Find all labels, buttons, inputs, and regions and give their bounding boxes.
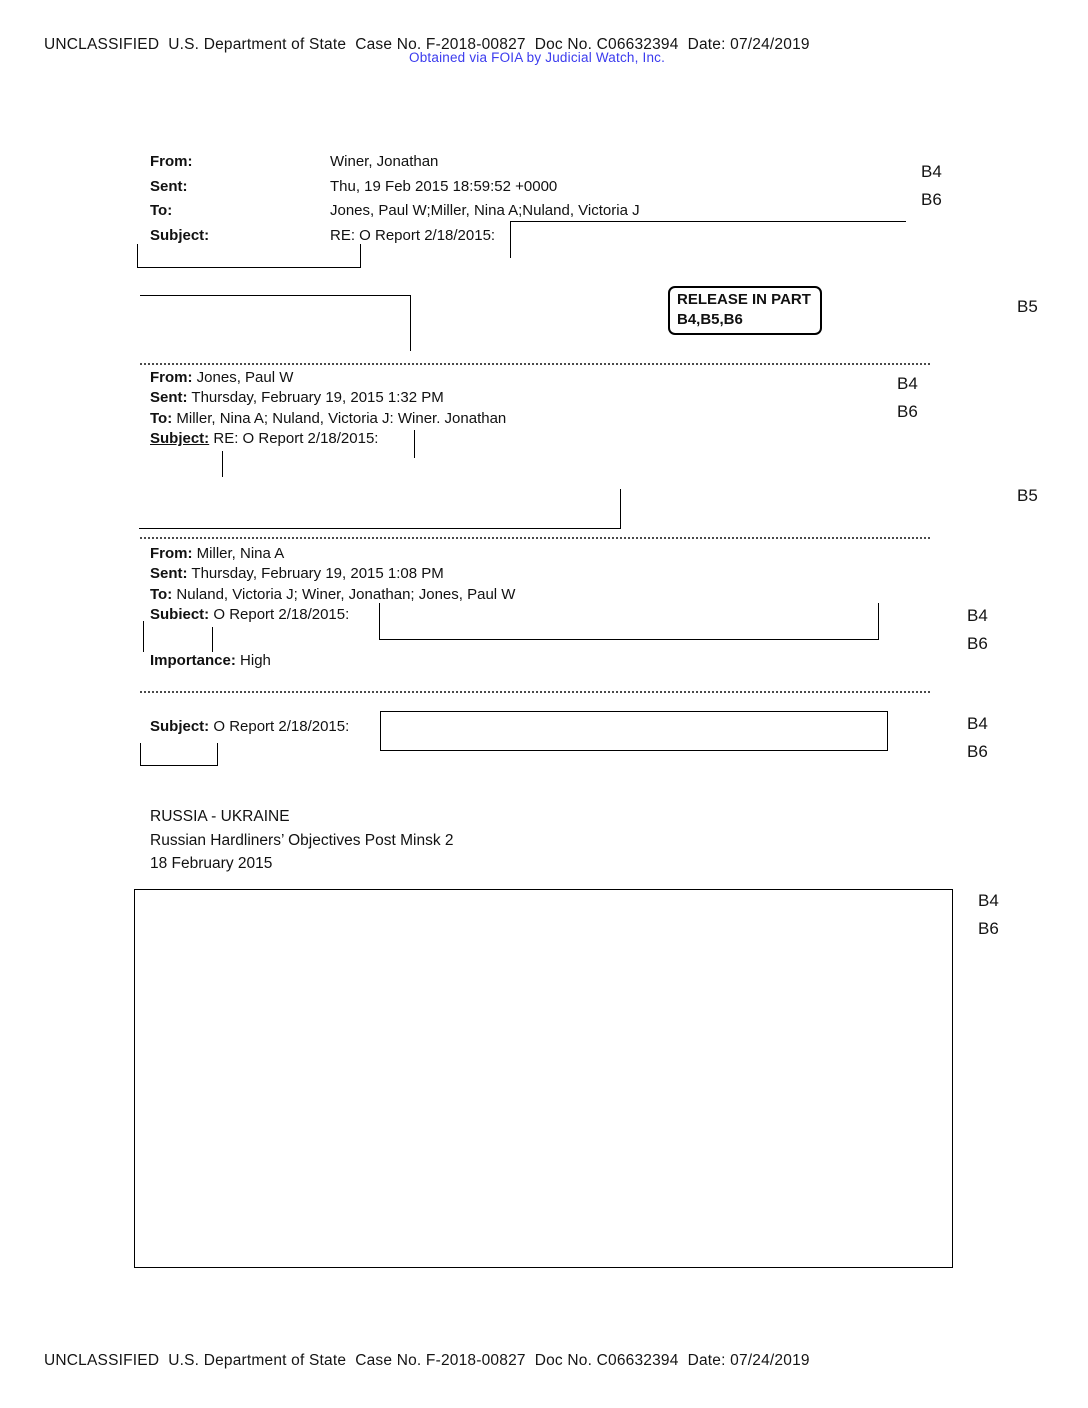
redaction-box <box>140 743 218 766</box>
redaction-box <box>380 711 888 751</box>
to-label: To: <box>150 202 173 220</box>
to-value: Miller, Nina A; Nuland, Victoria J: Winer. Jonathan <box>176 409 507 427</box>
classification-footer: UNCLASSIFIED U.S. Department of State Case No. F-2018-00827 Doc No. C06632394 Date: 07/24/2019 <box>44 1352 810 1369</box>
importance-label: Importance: <box>150 652 236 670</box>
redaction-box <box>139 489 621 529</box>
redaction-line <box>143 621 144 652</box>
b4-code: B4 <box>921 162 942 181</box>
redaction-line <box>222 451 223 477</box>
sent-value: Thu, 19 Feb 2015 18:59:52 +0000 <box>330 177 558 195</box>
report-heading <box>150 805 454 876</box>
b6-code: B6 <box>967 634 988 653</box>
b5-code: B5 <box>1017 486 1038 505</box>
b6-code: B6 <box>921 190 942 209</box>
email3-to-row <box>150 585 790 605</box>
email3-sent-row <box>150 564 790 584</box>
redaction-box <box>137 244 361 268</box>
email1-from-row <box>150 150 770 175</box>
redaction-line <box>414 430 415 458</box>
email3-from-row <box>150 544 790 564</box>
redaction-line <box>212 627 213 652</box>
sent-label: Sent: <box>150 389 188 407</box>
to-label: To: <box>150 409 173 427</box>
email2-subject-row <box>150 429 790 449</box>
stamp-line2: B4,B5,B6 <box>677 311 743 328</box>
email-header-block-2 <box>150 368 790 449</box>
report-subtitle: Russian Hardliners’ Objectives Post Minsk 2 <box>150 831 454 849</box>
release-in-part-stamp <box>668 286 822 335</box>
email2-sent-row <box>150 388 790 408</box>
subject-label: Subiect: <box>150 605 210 623</box>
subject-value: O Report 2/18/2015: <box>213 718 350 735</box>
classification-header: UNCLASSIFIED U.S. Department of State Case No. F-2018-00827 Doc No. C06632394 Date: 07/24/2019 <box>44 36 810 53</box>
email1-sent-row <box>150 175 770 200</box>
dotted-separator <box>140 363 930 365</box>
sent-value: Thursday, February 19, 2015 1:32 PM <box>191 389 444 407</box>
subject-label: Subject: <box>150 429 210 447</box>
sent-value: Thursday, February 19, 2015 1:08 PM <box>191 565 444 583</box>
redaction-line <box>510 221 906 222</box>
to-value: Nuland, Victoria J; Winer, Jonathan; Jones, Paul W <box>176 585 516 603</box>
b4-code: B4 <box>978 891 999 910</box>
email2-to-row <box>150 409 790 429</box>
to-value: Jones, Paul W;Miller, Nina A;Nuland, Victoria J <box>330 202 640 220</box>
sent-label: Sent: <box>150 565 188 583</box>
b4-code: B4 <box>967 714 988 733</box>
email-header-block-1 <box>150 150 770 248</box>
email3-importance-row <box>150 651 790 671</box>
b6-code: B6 <box>967 742 988 761</box>
sent-label: Sent: <box>150 177 188 195</box>
subject-value: RE: O Report 2/18/2015: <box>213 429 379 447</box>
b4-code: B4 <box>897 374 918 393</box>
from-value: Winer, Jonathan <box>330 153 439 170</box>
from-label: From: <box>150 369 193 386</box>
to-label: To: <box>150 585 173 603</box>
subject-value: RE: O Report 2/18/2015: <box>330 226 496 244</box>
subject-label: Subject: <box>150 226 210 244</box>
redaction-box-report-body <box>134 889 953 1268</box>
from-label: From: <box>150 153 193 170</box>
from-value: Miller, Nina A <box>196 545 285 562</box>
b6-code: B6 <box>978 919 999 938</box>
report-date: 18 February 2015 <box>150 855 273 872</box>
redaction-box <box>379 603 879 640</box>
stamp-line1: RELEASE IN PART <box>677 291 811 308</box>
importance-value: High <box>240 652 271 670</box>
subject-value: O Report 2/18/2015: <box>213 605 350 623</box>
from-value: Jones, Paul W <box>196 369 294 386</box>
dotted-separator <box>140 537 930 539</box>
email2-from-row <box>150 368 790 388</box>
b5-code: B5 <box>1017 297 1038 316</box>
report-title: RUSSIA - UKRAINE <box>150 808 290 825</box>
foia-overlay-text: Obtained via FOIA by Judicial Watch, Inc. <box>409 50 666 65</box>
b4-code: B4 <box>967 606 988 625</box>
redaction-line <box>510 221 511 258</box>
from-label: From: <box>150 545 193 562</box>
subject-label: Subject: <box>150 718 210 735</box>
redaction-box <box>140 295 411 351</box>
dotted-separator <box>140 691 930 693</box>
b6-code: B6 <box>897 402 918 421</box>
